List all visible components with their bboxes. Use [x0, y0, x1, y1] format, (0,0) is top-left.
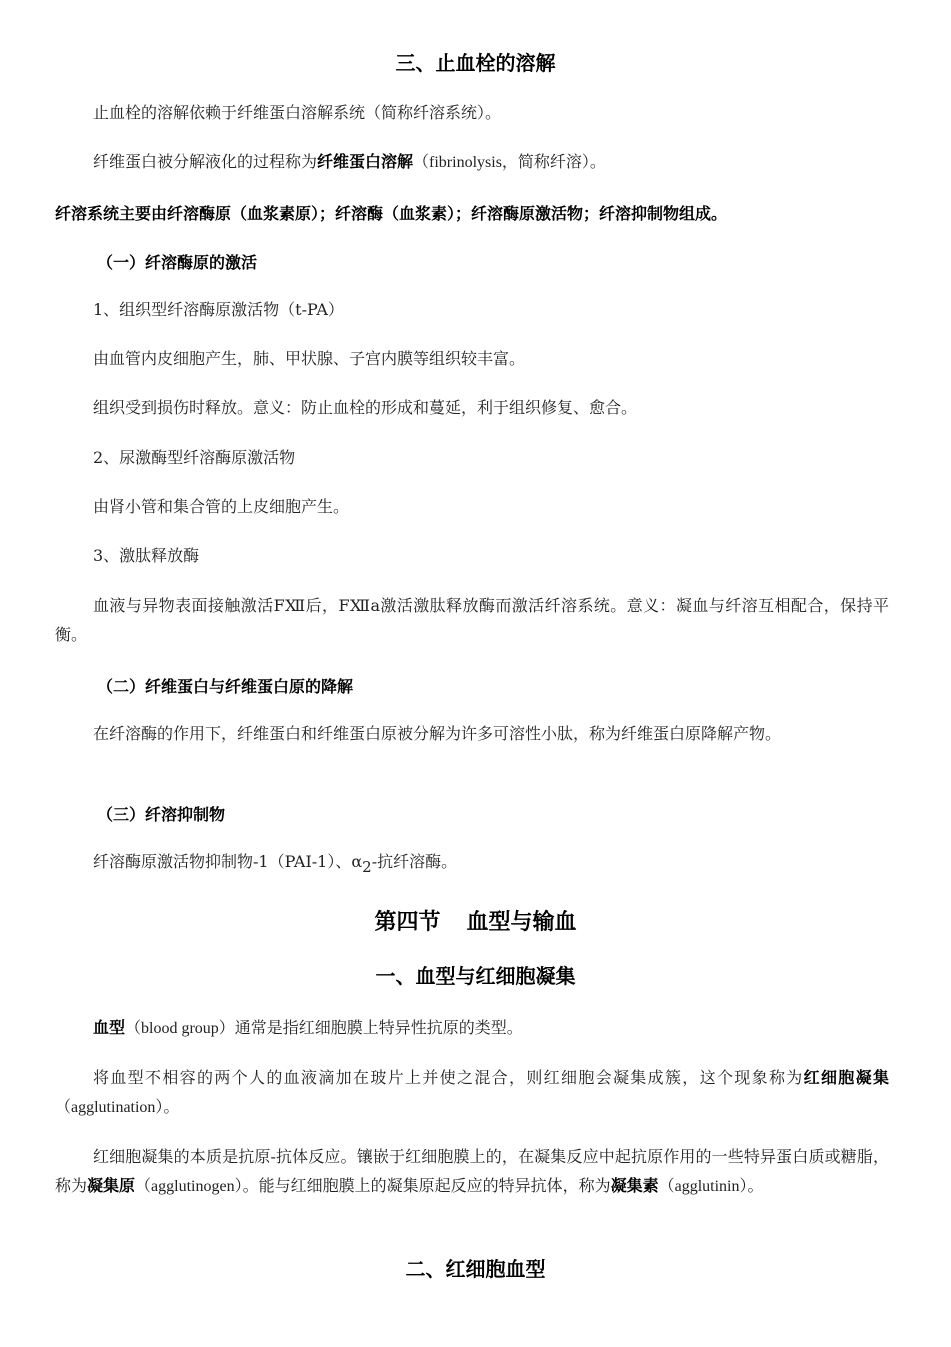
- subheading-degradation: （二）纤维蛋白与纤维蛋白原的降解: [97, 677, 354, 696]
- list-item-kallikrein: 3、激肽释放酶: [93, 546, 200, 565]
- paragraph-fibrinolysis-components: 纤溶系统主要由纤溶酶原（血浆素原）；纤溶酶（血浆素）；纤溶酶原激活物；纤溶抑制物组成。: [55, 204, 728, 223]
- bold-term: 红细胞凝集: [803, 1068, 889, 1087]
- english-term: （fibrinolysis，简称纤溶）。: [413, 154, 606, 171]
- bold-term: 凝集素: [610, 1176, 659, 1195]
- section-heading-rbc-blood-group: 二、红细胞血型: [405, 1257, 546, 1281]
- text-segment: -抗纤溶酶。: [371, 852, 458, 871]
- english-term: （blood group）: [125, 1020, 235, 1037]
- text-segment: 纤溶酶原激活物抑制物-1（PAI-1）、α: [93, 852, 363, 871]
- text-segment: 通常是指红细胞膜上特异性抗原的类型。: [234, 1018, 523, 1037]
- section-heading-blood-group: 一、血型与红细胞凝集: [375, 964, 576, 988]
- section-number: 第四节: [374, 910, 441, 935]
- english-term: （agglutination）。: [55, 1099, 180, 1116]
- paragraph-upa-source: 由肾小管和集合管的上皮细胞产生。: [93, 497, 350, 516]
- bold-term: 血型: [93, 1018, 126, 1037]
- text-segment: 将血型不相容的两个人的血液滴加在玻片上并使之混合，则红细胞会凝集成簇，这个现象称为: [93, 1068, 804, 1087]
- section-heading-fibrinolysis: 三、止血栓的溶解: [395, 51, 556, 75]
- subheading-inhibitors: （三）纤溶抑制物: [97, 805, 226, 824]
- subscript: 2: [362, 858, 372, 876]
- section-name: 血型与输血: [466, 910, 577, 935]
- paragraph-degradation: 在纤溶酶的作用下，纤维蛋白和纤维蛋白原被分解为许多可溶性小肽，称为纤维蛋白原降解产物。: [93, 724, 782, 743]
- paragraph-fibrinolysis-definition: [55, 147, 889, 177]
- text-segment: 纤维蛋白被分解液化的过程称为: [93, 152, 318, 171]
- text-segment: 。能与红细胞膜上的凝集原起反应的特异抗体，称为: [242, 1176, 611, 1195]
- paragraph-fibrinolysis-intro: 止血栓的溶解依赖于纤维蛋白溶解系统（简称纤溶系统）。: [93, 103, 502, 122]
- list-item-upa: 2、尿激酶型纤溶酶原激活物: [93, 448, 296, 467]
- list-item-tpa: 1、组织型纤溶酶原激活物（t-PA）: [93, 300, 344, 319]
- subheading-activation: （一）纤溶酶原的激活: [97, 253, 258, 272]
- paragraph-tpa-significance: 组织受到损伤时释放。意义：防止血栓的形成和蔓延，利于组织修复、愈合。: [93, 398, 638, 417]
- paragraph-blood-group-definition: [55, 1013, 889, 1043]
- paragraph-inhibitors: [55, 847, 889, 877]
- bold-term: 纤维蛋白溶解: [317, 152, 414, 171]
- paragraph-agglutination: [55, 1063, 889, 1122]
- paragraph-tpa-source: 由血管内皮细胞产生，肺、甲状腺、子宫内膜等组织较丰富。: [93, 349, 526, 368]
- english-term: （agglutinin）。: [658, 1178, 764, 1195]
- bold-term: 凝集原: [87, 1176, 136, 1195]
- paragraph-agglutinogen: [55, 1142, 889, 1201]
- paragraph-kallikrein: 血液与异物表面接触激活FⅫ后，FⅫa激活激肽释放酶而激活纤溶系统。意义：凝血与纤溶互相配合，保持平衡。: [55, 596, 889, 644]
- chapter-section-heading: [0, 905, 951, 936]
- english-term: （agglutinogen）: [135, 1178, 243, 1195]
- text-segment: 红细胞凝集的本质是抗原-抗体反应。镶嵌于红细胞膜上的，在凝集反应中起抗原作用的一些特异蛋白质或糖脂，称为: [55, 1147, 889, 1195]
